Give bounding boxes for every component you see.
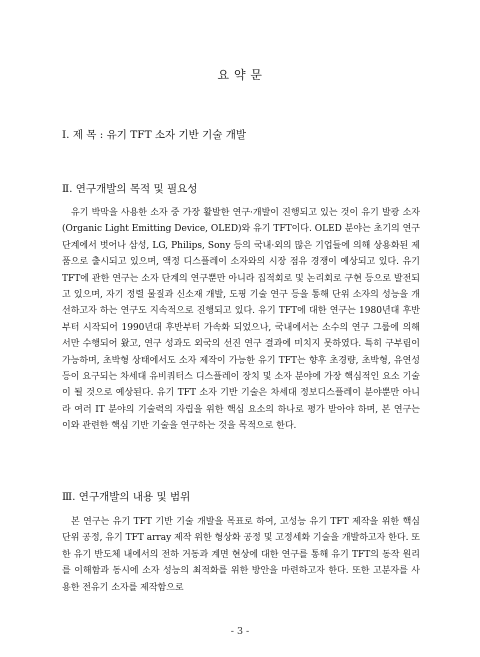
section-3-heading: Ⅲ. 연구개발의 내용 및 범위	[62, 491, 191, 503]
section-2-paragraph: 유기 박막을 사용한 소자 중 가장 활발한 연구·개발이 진행되고 있는 것이 유기 발광 소자(Organic Light Emitting Device, OLED)와 유기 TFT이다. OLED 분야는 초기의 연구 단계에서 벗어나 삼성, LG, Philips, Sony 등의 국내·외의 많은 기업들에 의해 상용화된 제품으로 출시되고 있으며, 액정 디스플레이 소자와의 시장 점유 경쟁이 예상되고 있다. 유기 TFT에 관한 연구는 소자 단계의 연구뿐만 아니라 집적회로 및 논리회로 구현 등으로 발전되고 있으며, 자기 정렬 물질과 신소재 개발, 도핑 기술 연구 등을 통해 단위 소자의 성능을 개선하고자 하는 연구도 지속적으로 진행되고 있다. 유기 TFT에 대한 연구는 1980년대 후반부터 시작되어 1990년대 후반부터 가속화 되었으나, 국내에서는 소수의 연구 그룹에 의해서만 수행되어 왔고, 연구 성과도 외국의 선진 연구 결과에 미치지 못하였다. 특히 구부림이 가능하며, 초박형 상태에서도 소자 제작이 가능한 유기 TFT는 향후 초경량, 초박형, 유연성 등이 요구되는 차세대 유비쿼터스 디스플레이 장치 및 소자 분야에 가장 핵심적인 요소 기술이 될 것으로 예상된다. 유기 TFT 소자 기반 기술은 차세대 정보디스플레이 분야뿐만 아니라 여러 IT 분야의 기술력의 자립을 위한 핵심 요소의 하나로 평가 받아야 하며, 본 연구는 이와 관련한 핵심 기반 기술을 연구하는 것을 목적으로 한다.	[62, 208, 420, 432]
project-title: Ⅰ. 제 목 : 유기 TFT 소자 기반 기술 개발	[62, 129, 247, 141]
section-2-heading: Ⅱ. 연구개발의 목적 및 필요성	[62, 183, 198, 195]
section-3-paragraph: 본 연구는 유기 TFT 기반 기술 개발을 목표로 하여, 고성능 유기 TFT 제작을 위한 핵심 단위 공정, 유기 TFT array 제작 위한 형상화 공정 및 고정세화 기술을 개발하고자 한다. 또한 유기 반도체 내에서의 전하 거동과 계면 현상에 대한 연구를 통해 유기 TFT의 동작 원리를 이해함과 동시에 소자 성능의 최적화를 위한 방안을 마련하고자 한다. 또한 고분자를 사용한 전유기 소자를 제작함으로	[62, 517, 420, 593]
page-number: - 3 -	[230, 626, 250, 637]
summary-title: 요 약 문	[217, 68, 263, 82]
